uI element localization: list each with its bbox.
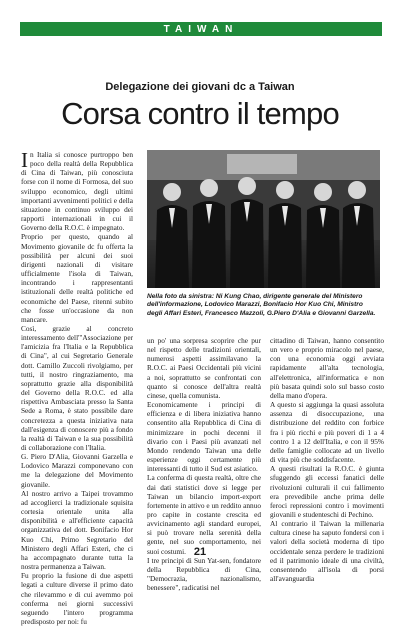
paragraph: Fu proprio la fusione di due aspetti legati a culture diverse il primo dato che rilevammo e di cui avemmo poi conferma nei giorni successivi seguendo l'intero programma predisposto per noi: fu bbox=[21, 571, 133, 626]
paragraph: I tre principi di Sun Yat-sen, fondatore della Repubblica di Cina, "Democrazia, nazionalismo, benessere", radicatisi nel bbox=[147, 555, 261, 593]
section-banner bbox=[20, 22, 382, 36]
paragraph: Proprio per questo, quando al Movimento giovanile dc fu offerta la possibilità per alcuni dei suoi dirigenti nazionali di visitare ufficialmente l'isola di Taiwan, incontrando i rappresentanti istituzionali delle realtà politiche ed economiche del Paese, ritenni subito che fosse un'occasione da non mancare. bbox=[21, 232, 133, 324]
article-column-1 bbox=[21, 148, 133, 626]
paragraph: A questo si aggiunga la quasi assoluta assenza di disoccupazione, una distribuzione del reddito con forbice fra i più ricchi e più poveri di 1 a 4 contro 1 a 12 dell'Italia, e con il 95% delle famiglie collocate ad un livello di vita più che soddisfacente. bbox=[270, 400, 384, 465]
paragraph: Al nostro arrivo a Taipei trovammo ad accoglierci la tradizionale squisita cortesia orientale unita alla disponibilità e all'efficiente capacità organizzativa del dott. Bonifacio Hor Kuo Chi, Primo Segretario del Ministero degli Affari Esteri, che ci ha accompagnato durante tutta la nostra permanenza a Taiwan. bbox=[21, 488, 133, 572]
drop-cap: I bbox=[21, 148, 28, 172]
paragraph: G. Piero D'Alia, Giovanni Garzella e Lodovico Marazzi componevano con me la delegazione del Movimento giovanile. bbox=[21, 452, 133, 489]
article-column-3 bbox=[270, 336, 384, 584]
paragraph: un po' una sorpresa scoprire che pur nel rispetto delle tradizioni orientali, numerosi aspetti assimilavano la R.O.C. ai Paesi Occidentali più vicini a noi, soprattutto se confrontati con quanto si conosce dell'altra realtà cinese, quella comunista. bbox=[147, 336, 261, 400]
paragraph: cittadino di Taiwan, hanno consentito un vero e proprio miracolo nel paese, con una economia oggi avviata rapidamente all'alta tecnologia, all'elettronica, all'informatica e non più basata quindi solo sul basso costo della mano d'opera. bbox=[270, 336, 384, 400]
photo-caption: Nella foto da sinistra: Ni Kung Chao, dirigente generale del Ministero dell'informazione, Lodovico Marazzi, Bonifacio Hor Kuo Chi, Ministro degli Affari Esteri, Francesco Mazzoli, G.Piero D'Alia e Giovanni Garzella. bbox=[147, 293, 376, 317]
paragraph: Economicamente i principi di efficienza e di libera iniziativa hanno consentito alla Repubblica di Cina di minimizzare in pochi decenni il divario con i Paesi più avanzati nel Mondo rendendo Taiwan una delle esperienze oggi certamente più interessanti di tutto il Sud est asiatico. bbox=[147, 400, 261, 474]
paragraph: Così, grazie al concreto interessamento dell'"Associazione per l'amicizia fra l'Italia e la Repubblica di Cina", al cui Segretario Generale dott. Camillo Zuccoli rivolgiamo, per tutti, il nostro ringraziamento, ma soprattutto grazie alla disponibilità del Governo della R.O.C. ed alla rispettiva Ambasciata presso la Santa Sede a Roma, è stato possibile dare concretezza a questa iniziativa nata dall'esigenza di conoscere più a fondo la realtà di Taiwan e la sua possibilità di collaborazione con l'Italia. bbox=[21, 323, 133, 452]
delegation-photo bbox=[147, 150, 380, 288]
article-headline: Corsa contro il tempo bbox=[61, 96, 339, 131]
group-photo-illustration bbox=[147, 150, 380, 288]
paragraph: A questi risultati la R.O.C. è giunta sfuggendo gli eccessi fanatici delle rivoluzioni culturali il cui fallimento era prevedibile anche prima delle feroci repressioni contro i movimenti giovanili e studenteschi di Pechino. bbox=[270, 464, 384, 519]
paragraph: La conferma di questa realtà, oltre che dai dati statistici dove si legge per Taiwan un bilancio import-export fortemente in attivo e un reddito annuo pro capite in costante crescita ed avvicinamento agli standard europei, si può trovare nella serenità della gente, nel suo comportamento, nei suoi costumi. bbox=[147, 473, 261, 556]
section-title: TAIWAN bbox=[163, 23, 239, 35]
paragraph: Al contrario il Taiwan la millenaria cultura cinese ha saputo fondersi con i valori della società moderna di tipo occidentale senza perdere le tradizioni ed il patrimonio ideale di una civiltà, consentendo all'isola di porsi all'avanguardia bbox=[270, 519, 384, 584]
paragraph: n Italia si conosce purtroppo ben poco della realtà della Repubblica di Cina di Taiwan, più conosciuta forse con il nome di Formosa, del suo sviluppo economico, degli ultimi importanti avvenimenti politici e della situazione in continuo sviluppo dei rapporti internazionali in cui il Governo della R.O.C. è impegnato. bbox=[21, 150, 133, 233]
page-number: 21 bbox=[193, 546, 207, 558]
article-kicker: Delegazione dei giovani dc a Taiwan bbox=[105, 81, 295, 93]
